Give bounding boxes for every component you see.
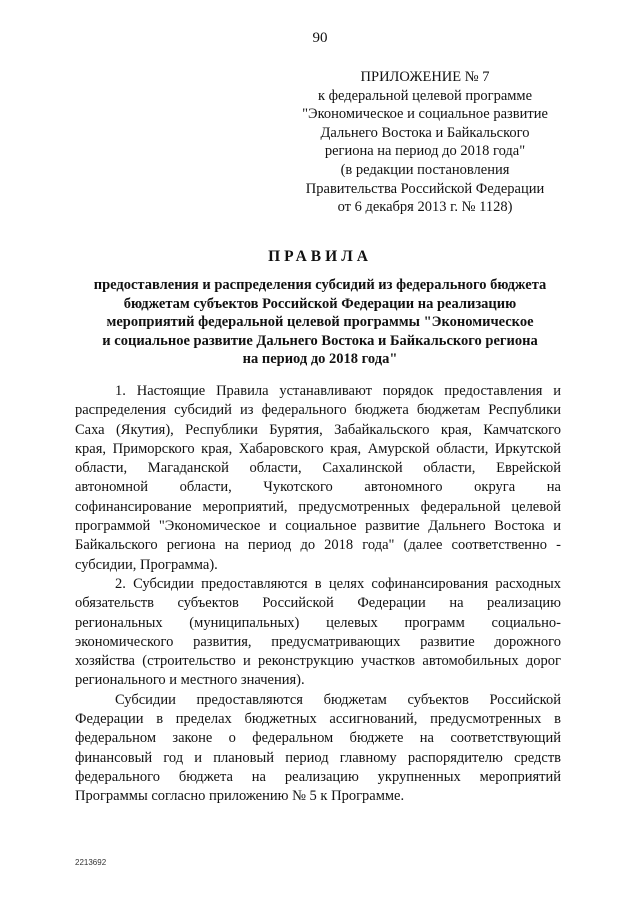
text-line: Федерации в пределах бюджетных ассигнований, предусмотренных в xyxy=(75,711,561,728)
appendix-line: ПРИЛОЖЕНИЕ № 7 xyxy=(360,69,490,85)
appendix-line: "Экономическое и социальное развитие xyxy=(302,106,548,123)
text-line: 1. Настоящие Правила устанавливают порядок предоставления и xyxy=(115,383,561,399)
text-line: области, Магаданской области, Сахалинской области, Еврейской xyxy=(75,460,561,477)
subtitle-line: на период до 2018 года" xyxy=(242,351,398,368)
appendix-line: Правительства Российской Федерации xyxy=(305,180,545,197)
text-line: Саха (Якутия), Республики Бурятия, Забайкальского края, Камчатского xyxy=(75,421,561,438)
text-line: Программы согласно приложению № 5 к Программе. xyxy=(75,788,405,805)
appendix-line: Дальнего Востока и Байкальского xyxy=(320,124,530,141)
text-line: регионального и местного значения). xyxy=(75,672,305,689)
document-body xyxy=(75,382,561,807)
appendix-line: от 6 декабря 2013 г. № 1128) xyxy=(337,199,513,216)
text-line: федеральном законе о федеральном бюджете на соответствующий xyxy=(75,730,561,747)
appendix-line: региона на период до 2018 года" xyxy=(324,143,526,160)
text-line: экономического развития, предусматривающих развитие дорожного xyxy=(75,633,561,650)
text-line: хозяйства (строительство и реконструкцию участков автомобильных дорог xyxy=(75,653,561,670)
appendix-line: (в редакции постановления xyxy=(340,161,510,178)
subtitle-line: предоставления и распределения субсидий из федерального бюджета xyxy=(93,277,547,293)
paragraph-2 xyxy=(75,575,561,691)
document-code: 2213692 xyxy=(75,858,107,867)
document-subtitle xyxy=(70,276,570,369)
text-line: финансовый год и плановый период главному распорядителю средств xyxy=(75,749,561,766)
text-line: обязательств субъектов Российской Федерации на реализацию xyxy=(75,595,561,612)
appendix-header xyxy=(300,68,550,217)
text-line: края, Приморского края, Хабаровского края, Амурской области, Иркутской xyxy=(75,440,561,457)
text-line: софинансирование мероприятий, предусмотренных федеральной целевой xyxy=(75,498,561,515)
text-line: программой "Экономическое и социальное развитие Дальнего Востока и xyxy=(75,518,561,535)
paragraph-3 xyxy=(75,691,561,807)
text-line: субсидии, Программа). xyxy=(75,556,218,573)
subtitle-line: мероприятий федеральной целевой программы "Экономическое xyxy=(106,314,534,331)
page-number: 90 xyxy=(312,30,328,46)
appendix-line: к федеральной целевой программе xyxy=(317,87,533,104)
document-title: ПРАВИЛА xyxy=(268,248,372,265)
text-line: 2. Субсидии предоставляются в целях софинансирования расходных xyxy=(115,575,561,592)
paragraph-1 xyxy=(75,382,561,575)
text-line: региональных (муниципальных) целевых программ социально- xyxy=(75,614,561,631)
text-line: федерального бюджета на реализацию укрупненных мероприятий xyxy=(75,768,561,785)
text-line: автономной области, Чукотского автономного округа на xyxy=(75,479,561,496)
text-line: распределения субсидий из федерального бюджета бюджетам Республики xyxy=(75,402,561,419)
subtitle-line: и социальное развитие Дальнего Востока и Байкальского региона xyxy=(102,332,538,349)
text-line: Байкальского региона на период до 2018 года" (далее соответственно - xyxy=(75,537,561,554)
text-line: Субсидии предоставляются бюджетам субъектов Российской xyxy=(115,691,561,708)
subtitle-line: бюджетам субъектов Российской Федерации на реализацию xyxy=(123,295,517,312)
